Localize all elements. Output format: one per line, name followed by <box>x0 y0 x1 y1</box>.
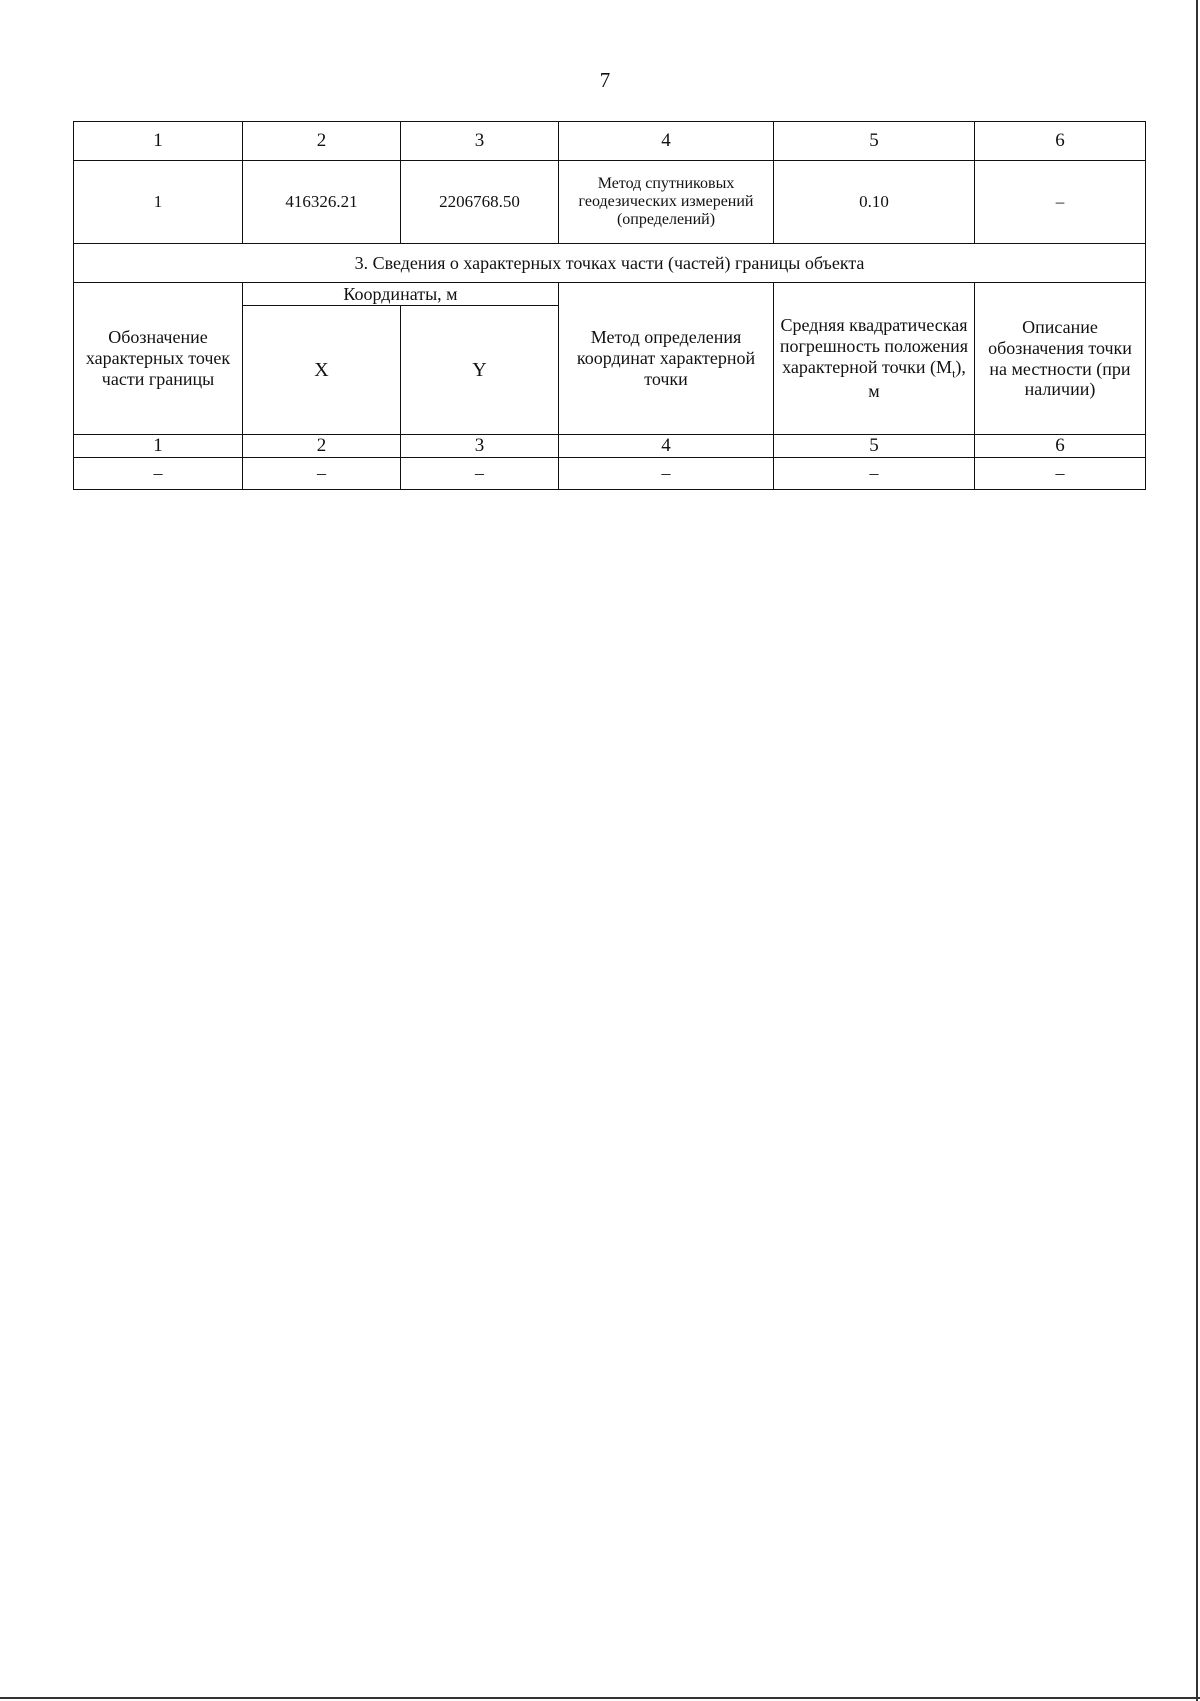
empty-cell: – <box>74 458 243 490</box>
section-title-row <box>74 244 1146 283</box>
x-coordinate: 416326.21 <box>243 161 401 244</box>
column-number: 1 <box>74 122 243 161</box>
header-x: X <box>243 306 401 435</box>
point-id: 1 <box>74 161 243 244</box>
section-header-row <box>74 283 1146 306</box>
header-description: Описание обозначения точки на местности (при наличии) <box>975 283 1146 435</box>
header-method: Метод определения координат характерной точки <box>559 283 774 435</box>
column-number: 4 <box>559 122 774 161</box>
header-coordinates: Координаты, м <box>243 283 559 306</box>
scan-edge <box>1196 0 1198 1701</box>
column-number: 6 <box>975 122 1146 161</box>
column-number: 2 <box>243 122 401 161</box>
column-number: 6 <box>975 435 1146 458</box>
empty-cell: – <box>243 458 401 490</box>
error-value: 0.10 <box>774 161 975 244</box>
scan-edge <box>0 1697 1200 1699</box>
column-number: 3 <box>401 122 559 161</box>
column-number: 5 <box>774 122 975 161</box>
column-number: 2 <box>243 435 401 458</box>
y-coordinate: 2206768.50 <box>401 161 559 244</box>
column-number: 4 <box>559 435 774 458</box>
empty-cell: – <box>975 458 1146 490</box>
empty-cell: – <box>559 458 774 490</box>
header-error: Средняя квадратическая погрешность положения характерной точки $(M_t)$, м <box>774 283 975 435</box>
empty-cell: – <box>401 458 559 490</box>
coordinates-table <box>73 121 1146 490</box>
empty-cell: – <box>774 458 975 490</box>
column-number: 1 <box>74 435 243 458</box>
section-title: 3. Сведения о характерных точках части (частей) границы объекта <box>74 244 1146 283</box>
header-y: Y <box>401 306 559 435</box>
method: Метод спутниковых геодезических измерений (определений) <box>559 161 774 244</box>
column-number: 3 <box>401 435 559 458</box>
column-number: 5 <box>774 435 975 458</box>
column-number-row <box>74 435 1146 458</box>
description: – <box>975 161 1146 244</box>
column-number-row <box>74 122 1146 161</box>
page-number: 7 <box>599 68 611 92</box>
table-row <box>74 161 1146 244</box>
table-row <box>74 458 1146 490</box>
header-point: Обозначение характерных точек части границы <box>74 283 243 435</box>
